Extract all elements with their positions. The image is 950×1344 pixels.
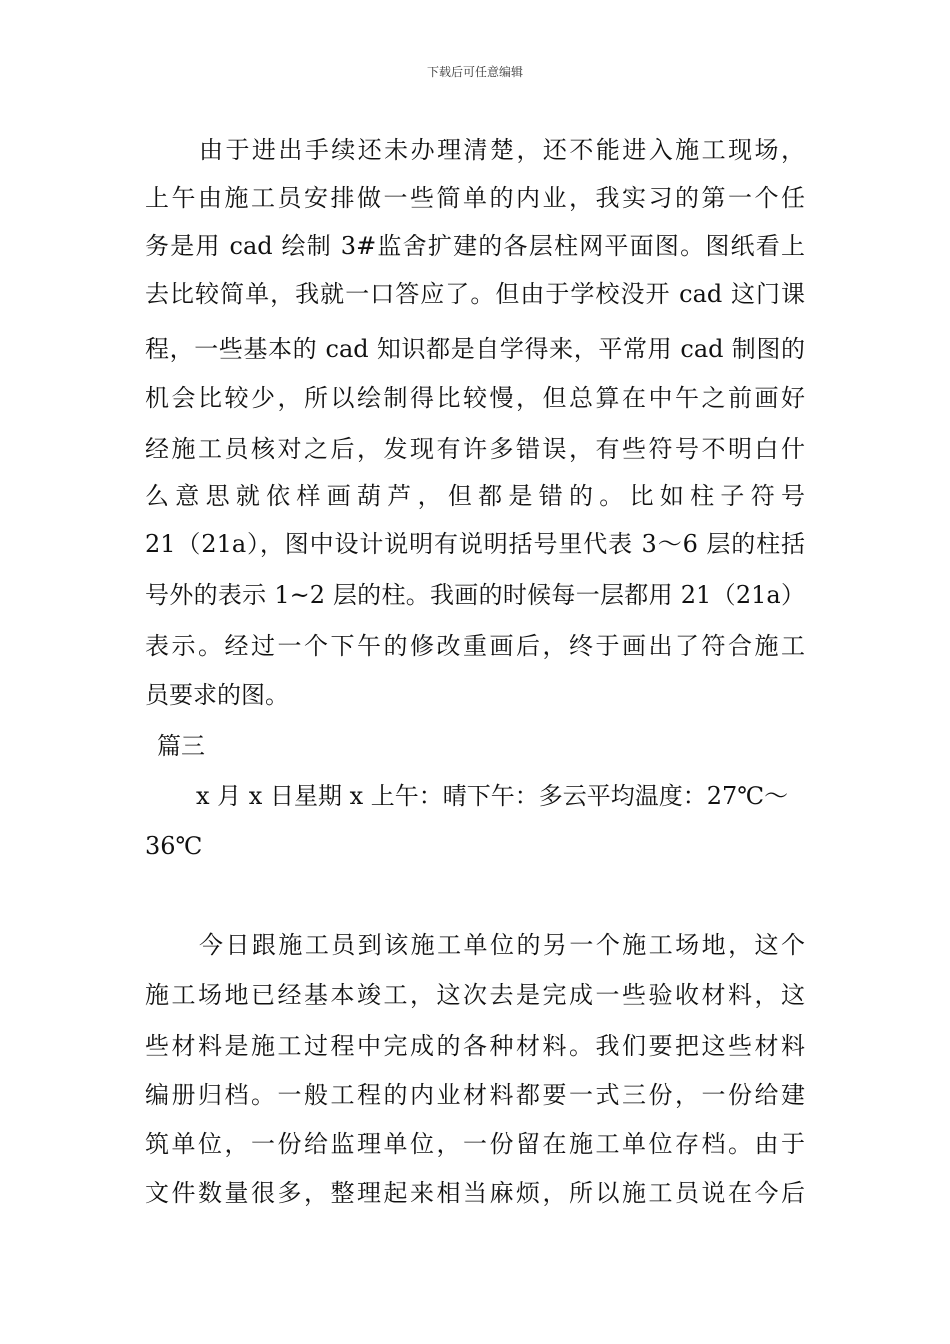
paragraph-2-line: 今日跟施工员到该施工单位的另一个施工场地，这个	[199, 931, 805, 959]
paragraph-1-line: 么意思就依样画葫芦，但都是错的。比如柱子符号	[145, 482, 805, 510]
section-heading: 篇三	[157, 732, 205, 760]
paragraph-1-line: 上午由施工员安排做一些简单的内业，我实习的第一个任	[145, 184, 805, 212]
paragraph-1-line: 程，一些基本的 cad 知识都是自学得来，平常用 cad 制图的	[145, 335, 805, 363]
paragraph-1-line: 由于进出手续还未办理清楚，还不能进入施工现场，	[199, 136, 805, 164]
dateline-line: x 月 x 日星期 x 上午：晴下午：多云平均温度：27℃～	[196, 782, 789, 810]
paragraph-2-line: 编册归档。一般工程的内业材料都要一式三份，一份给建	[145, 1081, 805, 1109]
paragraph-1-line: 号外的表示 1~2 层的柱。我画的时候每一层都用 21（21a）	[145, 581, 805, 609]
paragraph-1-line: 表示。经过一个下午的修改重画后，终于画出了符合施工	[145, 632, 805, 660]
paragraph-2-line: 文件数量很多，整理起来相当麻烦，所以施工员说在今后	[145, 1179, 805, 1207]
paragraph-1-line: 务是用 cad 绘制 3#监舍扩建的各层柱网平面图。图纸看上	[145, 232, 805, 260]
dateline-line: 36℃	[145, 832, 203, 860]
paragraph-1-line: 去比较简单，我就一口答应了。但由于学校没开 cad 这门课	[145, 280, 805, 308]
paragraph-2-line: 些材料是施工过程中完成的各种材料。我们要把这些材料	[145, 1032, 805, 1060]
paragraph-1-line: 员要求的图。	[145, 681, 289, 709]
paragraph-2-line: 施工场地已经基本竣工，这次去是完成一些验收材料，这	[145, 981, 805, 1009]
paragraph-1-line: 机会比较少，所以绘制得比较慢，但总算在中午之前画好	[145, 384, 805, 412]
paragraph-1-line: 21（21a），图中设计说明有说明括号里代表 3～6 层的柱括	[145, 530, 805, 558]
paragraph-1-line: 经施工员核对之后，发现有许多错误，有些符号不明白什	[145, 435, 805, 463]
page-header: 下载后可任意编辑	[426, 65, 523, 79]
paragraph-2-line: 筑单位，一份给监理单位，一份留在施工单位存档。由于	[145, 1130, 805, 1158]
